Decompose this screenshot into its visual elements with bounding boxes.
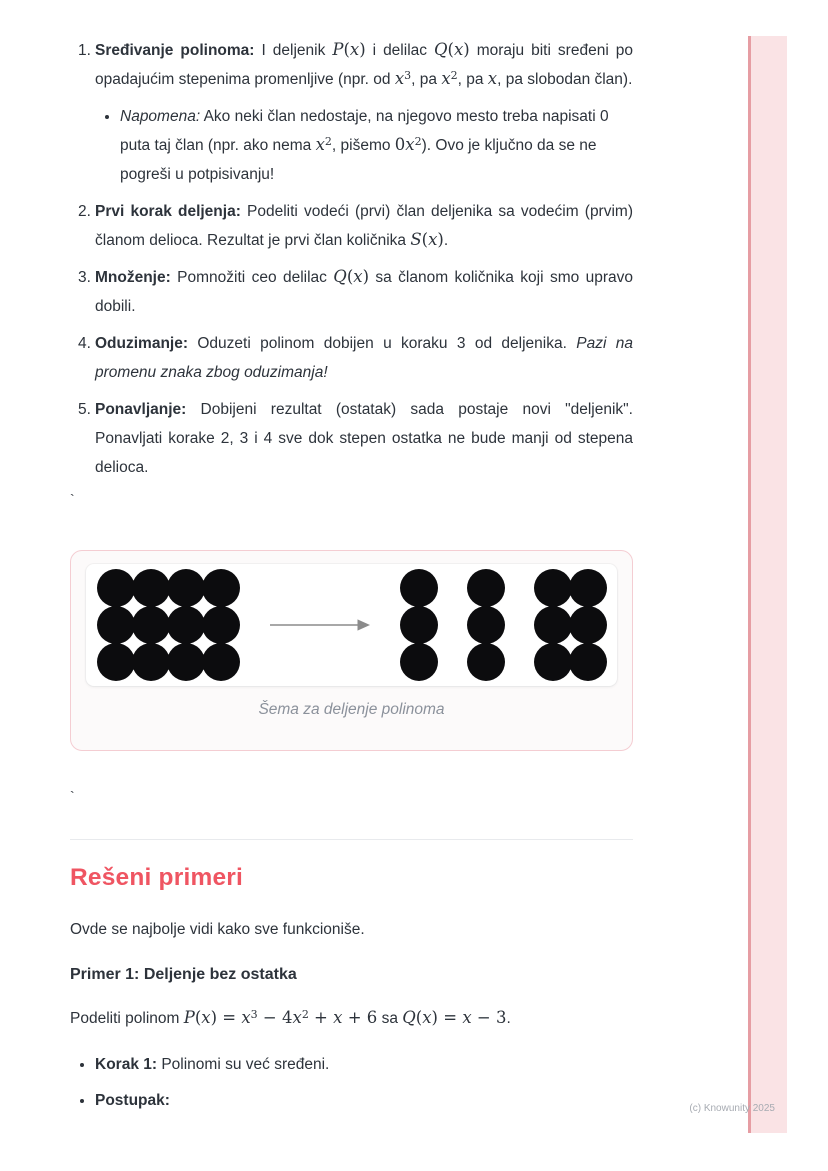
dot-group-1 [402,570,437,681]
stray-backtick: ` [70,788,75,804]
dot [202,569,240,607]
figure-caption: Šema za deljenje polinoma [258,701,445,718]
dot [467,569,505,607]
example-title: Primer 1: Deljenje bez ostatka [70,966,297,983]
dot [569,643,607,681]
dot-group-dividend [98,570,238,681]
dot [467,606,505,644]
section-heading: Rešeni primeri [70,864,244,891]
intro-paragraph: Ovde se najbolje vidi kako sve funkcioniše. [70,921,365,938]
list-item: • Korak 1: Polinomi su već sređeni. [95,1050,633,1079]
list-number: 2. [78,203,91,220]
dot [167,606,205,644]
dot [132,643,170,681]
dot [569,606,607,644]
list-item [70,395,633,482]
dot [569,569,607,607]
dot [534,643,572,681]
dot-group-2 [468,570,503,681]
list-number: 1. [78,42,91,59]
list-item [70,197,633,255]
list-item: • Postupak: [95,1086,633,1115]
dot [202,606,240,644]
step-text: Množenje: Pomnožiti ceo delilac Q(x) sa članom količnika koji smo upravo dobili. [95,267,633,315]
step-text: Sređivanje polinoma: I deljenik P(x) i delilac Q(x) moraju biti sređeni po opadajućim stepenima promenljive (npr. od $x^3$, pa $x^2$, pa x, pa slobodan član). [95,40,633,88]
list-number: 3. [78,269,91,286]
figure-image [86,564,617,686]
dot [400,606,438,644]
stray-backtick: ` [70,491,75,507]
note-list [95,102,633,189]
dot [132,606,170,644]
dot [132,569,170,607]
step-text: Prvi korak deljenja: Podeliti vodeći (prvi) član deljenika sa vodećim (prvim) članom delioca. Rezultat je prvi član količnika S(x). [95,203,633,249]
problem-statement: Podeliti polinom $P(x) = x^3 - 4x^2 + x + 6$ sa Q(x) = x − 3. [70,1008,511,1027]
document-body [70,36,633,1122]
list-item [70,36,633,189]
dot [167,643,205,681]
list-item [70,263,633,321]
step-text: Oduzimanje: Oduzeti polinom dobijen u koraku 3 od deljenika. Pazi na promenu znaka zbog oduzimanja! [95,335,633,381]
dot [467,643,505,681]
arrow-right-icon [270,618,370,632]
dot [97,606,135,644]
step-body [95,36,633,189]
dot [400,643,438,681]
example-steps-list [70,1050,633,1115]
list-item [70,329,633,387]
dot-group-3 [535,570,605,681]
page-edge-highlight-bar [748,36,787,1133]
watermark: (c) Knowunity 2025 [689,1103,775,1114]
step-text: Ponavljanje: Dobijeni rezultat (ostatak) sada postaje novi "deljenik". Ponavljati korake 2, 3 i 4 sve dok stepen ostatka ne bude manji od stepena delioca. [95,401,633,476]
dot [167,569,205,607]
note-item: • Napomena: Ako neki član nedostaje, na njegovo mesto treba napisati 0 puta taj član (npr. ako nema $x^2$, pišemo $0x^2$). Ovo je ključno da se ne pogreši u potpisivanju! [120,102,633,189]
dot [400,569,438,607]
list-number: 4. [78,335,91,352]
dot [97,643,135,681]
section-divider [70,839,633,840]
steps-list [70,36,633,482]
dot [534,606,572,644]
dot [202,643,240,681]
dot [97,569,135,607]
list-number: 5. [78,401,91,418]
dot [534,569,572,607]
polynomial-division-figure [70,550,633,751]
